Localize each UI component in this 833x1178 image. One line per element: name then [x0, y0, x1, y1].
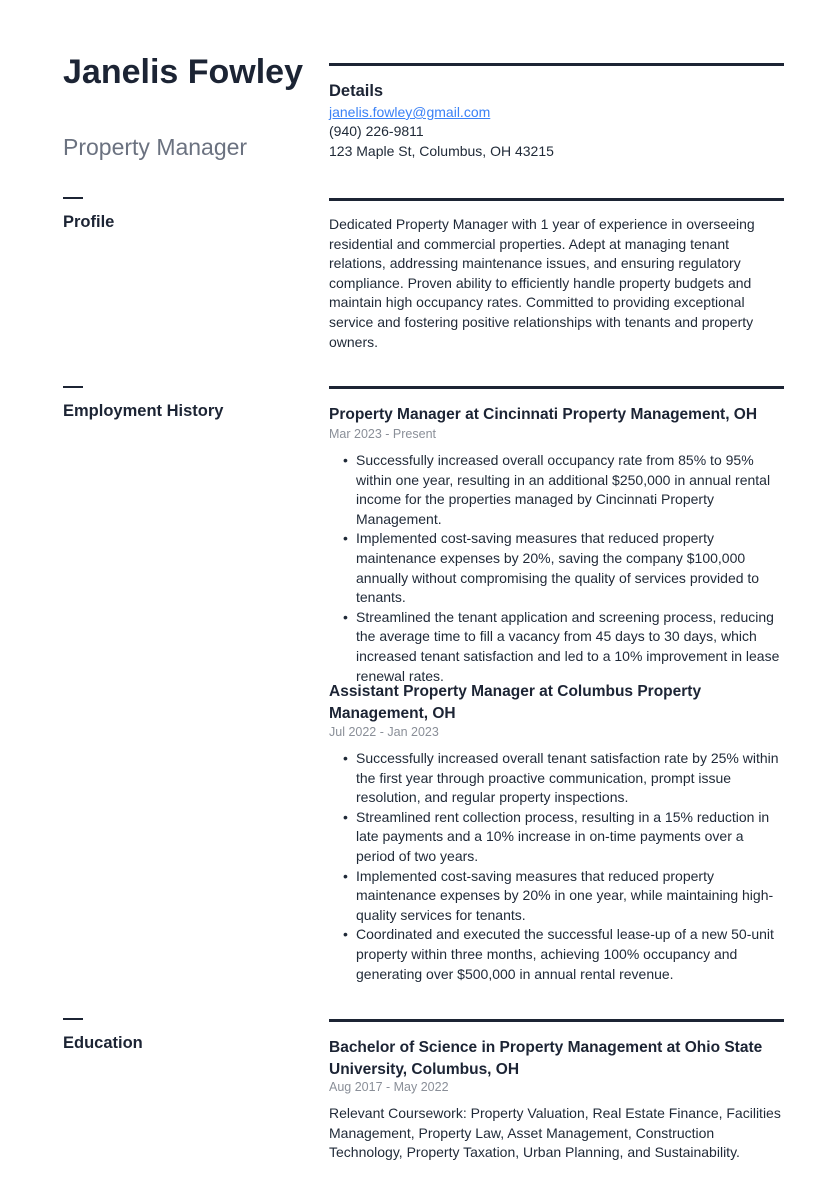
- list-item: • Streamlined the tenant application and screening process, reducing the average time to fill a vacancy from 45 days to 30 days, which increased tenant satisfaction and led to a 10% improvement in lease renewal rates.: [356, 608, 784, 686]
- employment-divider: [329, 386, 784, 389]
- employment-heading: Employment History: [63, 402, 224, 420]
- profile-dash: [63, 197, 83, 199]
- job-dates: Jul 2022 - Jan 2023: [329, 725, 439, 739]
- list-item: • Implemented cost-saving measures that reduced property maintenance expenses by 20% in one year, while maintaining high-quality services for tenants.: [356, 867, 784, 926]
- phone-number: (940) 226-9811: [329, 123, 424, 139]
- list-item: • Coordinated and executed the successful lease-up of a new 50-unit property within three months, achieving 100% occupancy and generating over $500,000 in annual rental revenue.: [356, 925, 784, 984]
- profile-summary: Dedicated Property Manager with 1 year of experience in overseeing residential and commercial properties. Adept at managing tenant relations, addressing maintenance issues, and ensuring regulatory compliance. Proven ability to efficiently handle property budgets and maintain high occupancy rates. Committed to providing exceptional service and fostering positive relationships with tenants and property owners.: [329, 216, 755, 350]
- employment-dash: [63, 386, 83, 388]
- education-coursework: Relevant Coursework: Property Valuation, Real Estate Finance, Facilities Management, Property Law, Asset Management, Construction Technology, Property Taxation, Urban Planning, and Sustainability.: [329, 1105, 781, 1161]
- list-item: • Successfully increased overall tenant satisfaction rate by 25% within the first year through proactive communication, prompt issue resolution, and regular property inspections.: [356, 749, 784, 808]
- details-heading: Details: [329, 82, 384, 100]
- list-item: • Implemented cost-saving measures that reduced property maintenance expenses by 20%, saving the company $100,000 annually without compromising the quality of services provided to tenants.: [356, 529, 784, 607]
- details-divider: [329, 63, 784, 66]
- education-title: Bachelor of Science in Property Management at Ohio State University, Columbus, OH: [329, 1039, 763, 1078]
- candidate-name: Janelis Fowley: [63, 53, 303, 91]
- education-heading: Education: [63, 1034, 143, 1052]
- education-divider: [329, 1019, 784, 1022]
- education-dash: [63, 1018, 83, 1020]
- job-bullets: [329, 451, 784, 686]
- job-title: Assistant Property Manager at Columbus Property Management, OH: [329, 683, 702, 722]
- education-dates: Aug 2017 - May 2022: [329, 1080, 449, 1094]
- profile-divider: [329, 198, 784, 201]
- profile-heading: Profile: [63, 213, 115, 231]
- address: 123 Maple St, Columbus, OH 43215: [329, 143, 554, 159]
- email-link[interactable]: janelis.fowley@gmail.com: [329, 104, 491, 120]
- list-item: • Successfully increased overall occupancy rate from 85% to 95% within one year, resulting in an additional $250,000 in annual rental income for the properties managed by Cincinnati Property Management.: [356, 451, 784, 529]
- job-bullets: [329, 749, 784, 984]
- list-item: • Streamlined rent collection process, resulting in a 15% reduction in late payments and a 10% increase in on-time payments over a period of two years.: [356, 808, 784, 867]
- job-dates: Mar 2023 - Present: [329, 427, 436, 441]
- candidate-title: Property Manager: [63, 134, 248, 160]
- job-title: Property Manager at Cincinnati Property Management, OH: [329, 406, 758, 423]
